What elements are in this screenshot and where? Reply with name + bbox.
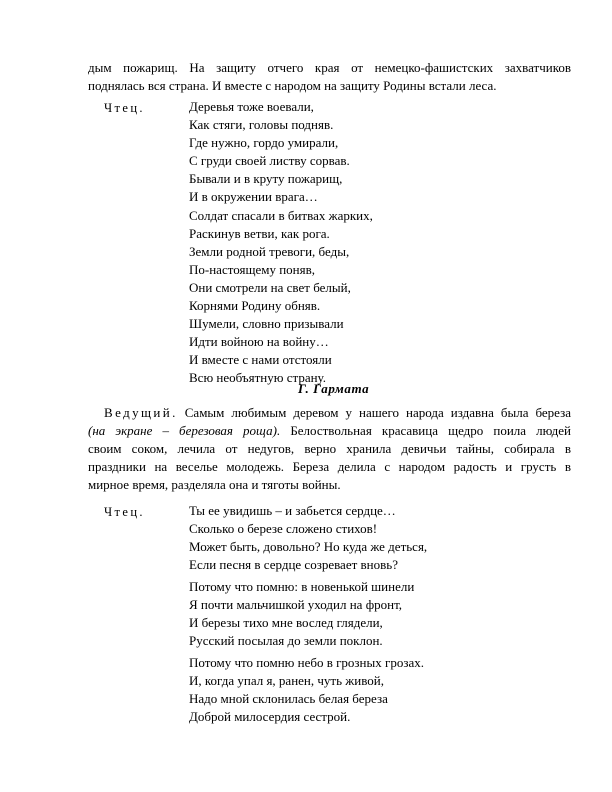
verse-line: Всю необъятную страну. — [189, 370, 327, 386]
host-line — [88, 422, 571, 440]
intro-line: дым пожарищ. На защиту отчего края от немецко-фашистских захватчиков — [88, 60, 571, 75]
intro-paragraph — [88, 59, 571, 95]
speaker-label: Чтец. — [104, 505, 145, 519]
verse-line: И вместе с нами отстояли — [189, 352, 332, 368]
verse-line: Солдат спасали в битвах жарких, — [189, 207, 373, 223]
verse-line: Русский посылая до земли поклон. — [189, 633, 383, 649]
intro-line: поднялась вся страна. И вместе с народом на защиту Родины встали леса. — [88, 78, 497, 93]
host-speaker-label: Ведущий. — [104, 405, 178, 420]
verse-line: Доброй милосердия сестрой. — [189, 709, 351, 725]
poem-verse — [189, 98, 373, 388]
host-line: своим соком, лечила от недугов, верно хранила девичьи тайны, собирала в — [88, 441, 571, 456]
verse-line: Я почти мальчишкой уходил на фронт, — [189, 597, 403, 613]
poem-stanza — [189, 502, 427, 574]
verse-line: Сколько о березе сложено стихов! — [189, 521, 378, 537]
verse-line: Они смотрели на свет белый, — [189, 279, 351, 295]
verse-line: Потому что помню: в новенькой шинели — [189, 579, 415, 594]
verse-line: Потому что помню небо в грозных грозах. — [189, 655, 424, 670]
host-line: мирное время, разделяла она и тяготы войны. — [88, 477, 341, 492]
verse-line: Может быть, довольно? Но куда же деться, — [189, 539, 428, 555]
verse-line: И березы тихо мне вослед глядели, — [189, 615, 383, 631]
verse-line: Деревья тоже воевали, — [189, 99, 314, 114]
verse-line: Корнями Родину обняв. — [189, 298, 321, 314]
verse-line: Если песня в сердце созревает вновь? — [189, 557, 398, 573]
host-text: Самым любимым деревом у нашего народа издавна была береза — [184, 405, 572, 420]
poem-author: Г. Гармата — [298, 381, 370, 396]
verse-line: Бывали и в круту пожарищ, — [189, 171, 343, 187]
host-line — [88, 404, 571, 422]
verse-line: По-настоящему поняв, — [189, 261, 315, 277]
verse-line: Земли родной тревоги, беды, — [189, 243, 350, 259]
verse-line: Раскинув ветви, как рога. — [189, 225, 330, 241]
verse-line: Шумели, словно призывали — [189, 316, 344, 332]
host-text: Белоствольная красавица щедро поила людей — [290, 423, 571, 438]
verse-line: Как стяги, головы подняв. — [189, 117, 334, 133]
speaker-label: Чтец. — [104, 101, 145, 115]
poem-stanza — [189, 578, 414, 650]
verse-line: Где нужно, гордо умирали, — [189, 135, 339, 151]
verse-line: И, когда упал я, ранен, чуть живой, — [189, 673, 384, 689]
verse-line: И в окружении врага… — [189, 189, 318, 205]
host-paragraph — [88, 404, 571, 494]
verse-line: С груди своей листву сорвав. — [189, 153, 350, 169]
verse-line: Надо мной склонилась белая береза — [189, 691, 388, 707]
stage-direction: (на экране – березовая роща). — [88, 423, 281, 438]
verse-line: Идти войною на войну… — [189, 334, 329, 350]
poem-stanza — [189, 654, 424, 726]
host-line: праздники на веселье молодежь. Береза делила с народом радость и грусть в — [88, 459, 571, 474]
verse-line: Ты ее увидишь – и забьется сердце… — [189, 503, 396, 518]
